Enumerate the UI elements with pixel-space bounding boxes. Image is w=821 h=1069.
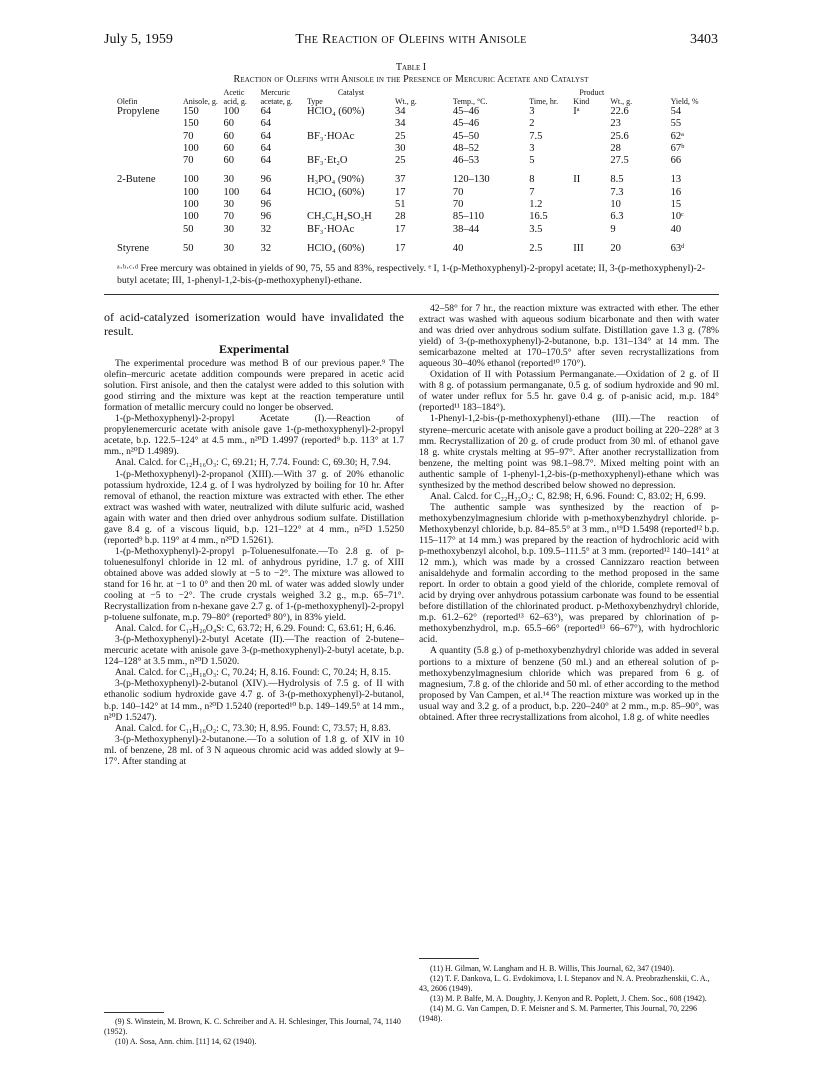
cell-time: 1.2 [529, 199, 543, 211]
cell-temp: 45–46 [452, 118, 480, 130]
body-paragraph: 3-(p-Methoxyphenyl)-2-butanol (XIV).—Hydrolysis of 7.5 g. of II with ethanolic sodium hydroxide gave 4.7 g. of 3-(p-methoxyphenyl)-2-butanol, b.p. 140–142° at 14 mm., n²⁰D 1.5240 (reported¹⁰ b.p. 149–149.5° at 14 mm., n²⁰D 1.5247). [104, 678, 404, 723]
right-paragraphs [419, 303, 719, 723]
table-divider [104, 294, 719, 295]
cell-catalyst-type: CH₃C₆H₄SO₃H [306, 211, 372, 223]
cell-acid: 30 [223, 199, 235, 211]
cell-product-kind [573, 187, 610, 199]
body-paragraph: 1-(p-Methoxyphenyl)-2-propyl p-Toluenesulfonate.—To 2.8 g. of p-toluenesulfonyl chloride in 12 ml. of anhydrous pyridine, 1.7 g. of XIII obtained above was added slowly at −5 to −2°. The mixture was allowed to stand for 16 hr. at −1 to 0° and then 20 ml. of water was added slowly under cooling at −5 to −2°. The crude crystals weighed 3.2 g., m.p. 65–71°. Recrystallization from n-hexane gave 2.7 g. of 1-(p-methoxyphenyl)-2-propyl p-toluene sulfonate, m.p. 79–80° (reported⁹ 80°), in 83% yield. [104, 545, 404, 624]
cell-product-wt: 27.5 [610, 155, 629, 167]
cell-yield: 15 [670, 199, 682, 211]
cell-acid: 30 [223, 242, 235, 254]
cell-anisole: 100 [183, 174, 199, 186]
table-header-row [117, 88, 717, 106]
cell-acid: 60 [223, 155, 235, 167]
cell-catalyst-wt: 37 [394, 174, 406, 186]
cell-mercuric: 96 [260, 199, 272, 211]
cell-product-kind [573, 211, 610, 223]
table-row [117, 131, 717, 143]
cell-time: 2 [529, 118, 535, 130]
cell-time: 7 [529, 186, 535, 198]
cell-time: 7.5 [529, 130, 543, 142]
cell-product-wt: 6.3 [610, 211, 624, 223]
cell-anisole: 100 [183, 186, 199, 198]
header-page-number: 3403 [690, 32, 718, 47]
cell-temp: 40 [452, 242, 464, 254]
header-title: The Reaction of Olefins with Anisole [295, 32, 527, 47]
col-header-temp: Temp., °C. [452, 97, 488, 106]
table-row [117, 211, 717, 223]
right-column [419, 303, 719, 723]
cell-catalyst-type: BF₃·HOAc [306, 223, 355, 235]
cell-temp: 45–50 [452, 130, 480, 142]
cell-time: 16.5 [529, 211, 548, 223]
cell-catalyst-wt: 30 [394, 142, 406, 154]
col-header-catalyst-wt: Wt., g. [394, 97, 417, 106]
cell-mercuric: 32 [260, 242, 272, 254]
left-footnote-rule [104, 1012, 164, 1013]
cell-mercuric: 64 [260, 155, 272, 167]
body-paragraph: Oxidation of II with Potassium Permanganate.—Oxidation of 2 g. of II with 8 g. of potassium permanganate, 0.5 g. of sodium hydroxide and 90 ml. of water under reflux for 5.5 hr. gave 0.4 g. of p-anisic acid, m.p. 184° (reported¹¹ 183–184°). [419, 369, 719, 414]
footnote: (12) T. F. Dankova, L. G. Evdokimova, I. I. Stepanov and N. A. Preobrazhenskii, C. A., 43, 2606 (1949). [419, 974, 710, 993]
col-header-time: Time, hr. [529, 97, 559, 106]
table-row [117, 106, 717, 118]
cell-time: 3 [529, 106, 535, 117]
cell-acid: 60 [223, 142, 235, 154]
cell-product-wt: 7.3 [610, 186, 624, 198]
table-footnote: ᵃ·ᵇ·ᶜ·ᵈ Free mercury was obtained in yields of 90, 75, 55 and 83%, respectively. ᵉ I, 1-(p-Methoxyphenyl)-2-propyl acetate; II, 3-(p-methoxyphenyl)-2-butyl acetate; III, 1-phenyl-1,2-bis-(p-methoxyphenyl)-ethane. [117, 263, 705, 286]
cell-time: 3 [529, 142, 535, 154]
cell-yield: 13 [670, 174, 682, 186]
col-header-yield: Yield, % [670, 97, 699, 106]
cell-anisole: 50 [183, 223, 194, 235]
cell-acid: 100 [223, 106, 240, 117]
cell-anisole: 50 [183, 242, 194, 254]
cell-olefin [117, 143, 183, 155]
cell-catalyst-wt: 17 [394, 186, 406, 198]
cell-olefin [117, 187, 183, 199]
cell-acid: 60 [223, 130, 235, 142]
cell-acid: 70 [223, 211, 235, 223]
table-body [117, 106, 717, 255]
body-paragraph: Anal. Calcd. for C₁₃H₁₈O₃: C, 70.24; H, 8.16. Found: C, 70.24; H, 8.15. [115, 667, 391, 679]
cell-yield: 62ᵃ [670, 130, 684, 142]
lead-text: of acid-catalyzed isomerization would have invalidated the result. [104, 310, 404, 338]
footnote: (13) M. P. Balfe, M. A. Doughty, J. Kenyon and R. Poplett, J. Chem. Soc., 608 (1942). [430, 994, 707, 1003]
cell-catalyst-wt: 28 [394, 211, 406, 223]
col-header-acid: Acetic acid, g. [223, 88, 247, 106]
cell-catalyst-type [307, 143, 395, 155]
cell-catalyst-wt: 17 [394, 242, 406, 254]
cell-mercuric: 96 [260, 211, 272, 223]
cell-catalyst-wt: 51 [394, 199, 406, 211]
col-header-product-wt: Wt., g. [610, 97, 633, 106]
cell-product-kind [573, 155, 610, 167]
cell-product-wt: 22.6 [610, 106, 629, 117]
cell-mercuric: 64 [260, 130, 272, 142]
body-paragraph: Anal. Calcd. for C₁₁H₁₆O₂: C, 73.30; H, 8.95. Found: C, 73.57; H, 8.83. [115, 722, 391, 734]
footnote: (9) S. Winstein, M. Brown, K. C. Schreiber and A. H. Schlesinger, This Journal, 74, 1140 (1952). [104, 1017, 401, 1036]
cell-yield: 63ᵈ [670, 242, 685, 254]
body-paragraph: 42–58° for 7 hr., the reaction mixture was extracted with ether. The ether extract was washed with aqueous sodium bicarbonate and then with water and was dried over anhydrous sodium sulfate. Distillation gave 1.3 g. (78% yield) of 3-(p-methoxyphenyl)-2-butanone, b.p. 131–134° at 14 mm. The semicarbazone melted at 170–170.5° after seven recrystallizations from aqueous 30–40% ethanol (reported¹⁰ 170°). [419, 303, 719, 370]
header-date: July 5, 1959 [104, 32, 173, 47]
body-paragraph: 1-Phenyl-1,2-bis-(p-methoxyphenyl)-ethane (III).—The reaction of styrene–mercuric acetate with anisole gave a product boiling at 220–228° at 3 mm. Recrystallization of 20 g. of crude product from 30 ml. of ethanol gave 18 g. white crystals melting at 95–97°. After another recrystallization from benzene, the melting point was 98.1–98.7°. Mixed melting point with an authentic sample of 1-phenyl-1,2-bis-(p-methoxyphenyl)-ethane which was synthesized by the method described below showed no depression. [419, 413, 719, 491]
group-header-catalyst: Catalyst [337, 88, 365, 97]
cell-product-kind: Iᵃ [573, 106, 580, 117]
cell-temp: 46–53 [452, 155, 480, 167]
cell-temp: 70 [452, 199, 464, 211]
col-header-anisole: Anisole, g. [183, 97, 218, 106]
cell-product-wt: 20 [610, 242, 621, 254]
cell-product-kind: II [573, 174, 581, 186]
cell-catalyst-type: HClO₄ (60%) [306, 106, 365, 117]
catalyst-type-label: Type [306, 97, 323, 106]
cell-temp: 45–46 [452, 106, 480, 117]
cell-olefin: 2-Butene [117, 174, 156, 186]
cell-catalyst-type [307, 118, 395, 130]
cell-olefin: Styrene [117, 242, 150, 254]
reaction-table [117, 88, 717, 255]
cell-anisole: 100 [183, 142, 199, 154]
right-footnotes [419, 964, 719, 1024]
cell-catalyst-type: BF₃·Et₂O [306, 155, 348, 167]
table-row [117, 155, 717, 167]
cell-product-wt: 8.5 [610, 174, 624, 186]
cell-product-wt: 10 [610, 199, 621, 211]
cell-catalyst-type: H₃PO₄ (90%) [306, 174, 365, 186]
cell-anisole: 150 [183, 118, 199, 130]
footnote: (10) A. Sosa, Ann. chim. [11] 14, 62 (1940). [115, 1037, 257, 1046]
col-header-mercuric: Mercuric acetate, g. [260, 88, 293, 106]
left-paragraphs [104, 358, 404, 767]
table-label: Table I [395, 62, 427, 73]
col-header-product-kind [573, 88, 610, 106]
cell-time: 2.5 [529, 242, 543, 254]
body-paragraph: Anal. Calcd. for C₂₂H₂₂O₂: C, 82.98; H, 6.96. Found: C, 83.02; H, 6.99. [430, 490, 706, 502]
left-footnotes [104, 1017, 404, 1047]
cell-acid: 30 [223, 174, 235, 186]
footnote: (11) H. Gilman, W. Langham and H. B. Willis, This Journal, 62, 347 (1940). [430, 964, 675, 973]
body-paragraph: 3-(p-Methoxyphenyl)-2-butyl Acetate (II).—The reaction of 2-butene–mercuric acetate with anisole gave 3-(p-methoxyphenyl)-2-butyl acetate, b.p. 124–128° at 3.5 mm., n²⁰D 1.5020. [104, 634, 404, 668]
table-row [117, 118, 717, 130]
cell-mercuric: 32 [260, 223, 272, 235]
cell-product-kind [573, 199, 610, 211]
cell-time: 5 [529, 155, 535, 167]
body-paragraph: A quantity (5.8 g.) of p-methoxybenzhydryl chloride was added in several portions to a mixture of benzene (50 ml.) and an ethereal solution of p-methoxybenzylmagnesium chloride which was prepared from 6 g. of magnesium, 7.8 g. of the chloride and 50 ml. of ether according to the method proposed by Van Campen, et al.¹⁴ The reaction mixture was worked up in the usual way and 3.2 g. of a product, b.p. 220–240° at 2 mm., m.p. 85–90°, was obtained. After three recrystallizations from alcohol, 1.8 g. of white needles [419, 645, 719, 723]
cell-mercuric: 64 [260, 106, 272, 117]
cell-acid: 30 [223, 223, 235, 235]
table-row [117, 236, 717, 255]
cell-temp: 120–130 [452, 174, 490, 186]
cell-catalyst-type: HClO₄ (60%) [306, 186, 365, 198]
cell-mercuric: 64 [260, 142, 272, 154]
cell-mercuric: 96 [260, 174, 272, 186]
cell-mercuric: 64 [260, 118, 272, 130]
left-column [104, 310, 404, 767]
cell-product-kind [573, 143, 610, 155]
table-row [117, 167, 717, 186]
body-paragraph: Anal. Calcd. for C₁₇H₂₀O₄S: C, 63.72; H, 6.29. Found: C, 63.61; H, 6.46. [115, 623, 397, 635]
cell-product-wt: 25.6 [610, 130, 629, 142]
table-row [117, 143, 717, 155]
cell-catalyst-type [307, 199, 395, 211]
cell-anisole: 100 [183, 199, 199, 211]
cell-catalyst-wt: 34 [394, 106, 406, 117]
cell-olefin [117, 118, 183, 130]
product-kind-label: Kind [573, 97, 590, 106]
cell-olefin [117, 211, 183, 223]
cell-yield: 54 [670, 106, 682, 117]
cell-product-wt: 28 [610, 142, 621, 154]
cell-temp: 70 [452, 186, 464, 198]
cell-catalyst-type: BF₃·HOAc [306, 130, 355, 142]
cell-olefin [117, 155, 183, 167]
cell-yield: 67ᵇ [670, 142, 685, 154]
cell-anisole: 150 [183, 106, 199, 117]
cell-yield: 10ᶜ [670, 211, 684, 223]
table-row [117, 187, 717, 199]
body-paragraph: Anal. Calcd. for C₁₂H₁₆O₃: C, 69.21; H, 7.74. Found: C, 69.30; H, 7.94. [115, 457, 391, 469]
body-paragraph: 1-(p-Methoxyphenyl)-2-propanol (XIII).—With 37 g. of 20% ethanolic potassium hydroxide, 12.4 g. of I was hydrolyzed by boiling for 10 hr. After removal of ethanol, the reaction mixture was extracted with ether. The ether extract was washed with water, neutralized with dilute sulfuric acid, washed again with water and then dried over anhydrous sodium sulfate. Distillation gave 8.4 g. of a viscous liquid, b.p. 121–122° at 4 mm., n²⁵D 1.5250 (reported⁹ b.p. 119° at 4 mm., n²⁰D 1.5261). [104, 468, 404, 546]
cell-catalyst-wt: 25 [394, 155, 406, 167]
right-footnote-rule [419, 958, 479, 959]
body-paragraph: The authentic sample was synthesized by the reaction of p-methoxybenzylmagnesium chloride with p-methoxybenzhydryl chloride. p-Methoxybenzyl chloride, b.p. 84–85.5° at 3 mm., n¹⁹D 1.5498 (reported¹² b.p. 115–117° at 14 mm.) was prepared by the reaction of hydrochloric acid with p-methoxybenzyl alcohol, b.p. 109.5–111.5° at 3 mm. (reported¹² 140–141° at 12 mm.), which was made by a crossed Cannizzaro reaction between anisaldehyde and formalin according to the method proposed in the same report. In order to obtain a good yield of the chloride, complete removal of acid by drying over anhydrous potassium carbonate was found to be essential before distillation of the chlorinated product. p-Methoxybenzhydryl chloride, m.p. 61.2–62° (reported¹³ 62–63°), was prepared by chlorination of p-methoxybenzhydrol, m.p. 65.5–66° (reported¹³ 66–67°), with hydrochloric acid. [419, 501, 719, 646]
col-header-olefin: Olefin [117, 97, 138, 106]
cell-product-wt: 23 [610, 118, 621, 130]
section-heading: Experimental [219, 342, 289, 356]
cell-product-kind [573, 224, 610, 236]
cell-yield: 55 [670, 118, 682, 130]
cell-olefin [117, 199, 183, 211]
body-paragraph: The experimental procedure was method B of our previous paper.⁹ The olefin–mercuric acetate addition compounds were prepared in acetic acid solution. First anisole, and then the catalyst were added to this solution with good stirring and the mixture was kept at the reaction temperature until formation of metallic mercury could no longer be observed. [104, 358, 404, 414]
cell-olefin [117, 224, 183, 236]
cell-temp: 48–52 [452, 142, 480, 154]
cell-temp: 38–44 [452, 223, 480, 235]
cell-yield: 16 [670, 186, 682, 198]
cell-time: 3.5 [529, 223, 543, 235]
table-row [117, 199, 717, 211]
cell-anisole: 70 [183, 130, 194, 142]
cell-acid: 100 [223, 186, 240, 198]
col-header-catalyst-type [307, 88, 395, 106]
cell-catalyst-wt: 34 [394, 118, 406, 130]
cell-olefin [117, 131, 183, 143]
cell-mercuric: 64 [260, 186, 272, 198]
cell-catalyst-type: HClO₄ (60%) [306, 242, 365, 254]
cell-temp: 85–110 [452, 211, 484, 223]
cell-yield: 40 [670, 223, 682, 235]
footnote: (14) M. G. Van Campen, D. F. Meisner and S. M. Parmerter, This Journal, 70, 2296 (1948). [419, 1004, 697, 1023]
cell-yield: 66 [670, 155, 682, 167]
body-paragraph: 3-(p-Methoxyphenyl)-2-butanone.—To a solution of 1.8 g. of XIV in 10 ml. of benzene, 28 ml. of 3 N aqueous chromic acid was added slowly at 9–17°. After standing at [104, 733, 404, 767]
cell-product-wt: 9 [610, 223, 616, 235]
group-header-product: Product [579, 88, 605, 97]
cell-olefin: Propylene [117, 106, 160, 117]
running-header [104, 32, 718, 52]
cell-product-kind [573, 118, 610, 130]
cell-product-kind: III [573, 242, 584, 254]
table-caption: Reaction of Olefins with Anisole in the Presence of Mercuric Acetate and Catalyst [233, 74, 589, 85]
body-paragraph: 1-(p-Methoxyphenyl)-2-propyl Acetate (I).—Reaction of propylenemercuric acetate with anisole gave 1-(p-methoxyphenyl)-2-propyl acetate, b.p. 122.5–124° at 4.5 mm., n²⁰D 1.4997 (reported⁹ b.p. 113° at 1.7 mm., n²⁰D 1.4989). [104, 413, 404, 458]
cell-anisole: 70 [183, 155, 194, 167]
table-row [117, 224, 717, 236]
cell-catalyst-wt: 17 [394, 223, 406, 235]
cell-time: 8 [529, 174, 535, 186]
cell-anisole: 100 [183, 211, 199, 223]
cell-acid: 60 [223, 118, 235, 130]
cell-product-kind [573, 131, 610, 143]
cell-catalyst-wt: 25 [394, 130, 406, 142]
